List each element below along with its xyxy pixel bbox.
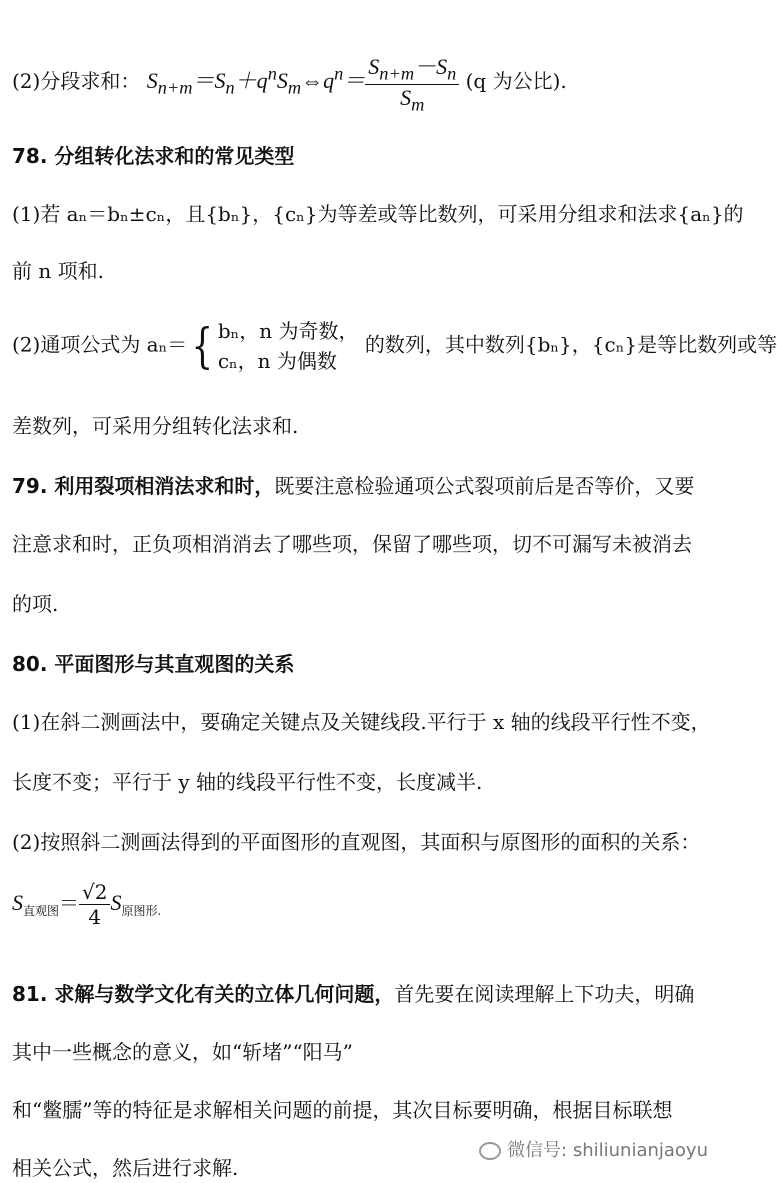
paragraph-81-1 bbox=[12, 978, 708, 1007]
case-even: cₙ，n 为偶数 bbox=[217, 349, 337, 373]
formula-area-relation: $S_{直观图}=$ $\frac{√2}{4}$ $S_{原图形.}$ bbox=[12, 880, 162, 929]
formula-sub1: 直观图 bbox=[23, 904, 60, 918]
fraction-sqrt2-over-4 bbox=[79, 880, 110, 929]
paragraph-81-2: 其中一些概念的意义，如“斩堵”“阳马” bbox=[12, 1040, 353, 1064]
formula-line-segment-sum bbox=[12, 50, 708, 116]
formula-s1: S bbox=[12, 890, 23, 915]
paragraph-79-2: 注意求和时，正负项相消消去了哪些项，保留了哪些项，切不可漏写未被消去 bbox=[12, 532, 692, 556]
fraction-denominator: 4 bbox=[88, 905, 102, 929]
fraction-numerator: √2 bbox=[79, 880, 110, 905]
cases-block bbox=[218, 316, 359, 376]
formula-s2: S bbox=[110, 890, 122, 915]
paragraph-78-4: 差数列，可采用分组转化法求和. bbox=[12, 414, 299, 438]
wechat-icon bbox=[479, 1142, 501, 1160]
paragraph-80-1: (1)在斜二测画法中，要确定关键点及关键线段.平行于 x 轴的线段平行性不变， bbox=[12, 710, 711, 734]
heading-80: 80. 平面图形与其直观图的关系 bbox=[12, 652, 295, 676]
line-prefix: (2)分段求和： bbox=[12, 68, 141, 93]
wechat-watermark bbox=[479, 1136, 708, 1162]
paragraph-81-4: 相关公式，然后进行求解. bbox=[12, 1156, 239, 1180]
watermark-text: 微信号: shiliunianjaoyu bbox=[507, 1140, 708, 1161]
heading-81: 81. 求解与数学文化有关的立体几何问题， bbox=[12, 982, 395, 1006]
line-suffix: (q 为公比). bbox=[465, 68, 567, 93]
paragraph-80-3: (2)按照斜二测画法得到的平面图形的直观图，其面积与原图形的面积的关系： bbox=[12, 830, 701, 854]
case-odd: bₙ，n 为奇数， bbox=[217, 319, 359, 343]
formula-sub2: 原图形. bbox=[121, 904, 162, 918]
heading-78: 78. 分组转化法求和的常见类型 bbox=[12, 144, 295, 168]
cases-prefix: (2)通项公式为 aₙ＝ bbox=[12, 332, 188, 357]
paragraph-79-3: 的项. bbox=[12, 592, 59, 616]
paragraph-80-2: 长度不变；平行于 y 轴的线段平行性不变，长度减半. bbox=[12, 770, 483, 794]
formula-segment-sum: $S_{n+m}=S_n+q^nS_m\Leftrightarrow q^n=$ $\frac{S_{n+m}-S_n}{S_m}$ bbox=[147, 68, 460, 93]
cases-suffix: 的数列，其中数列{bₙ}，{cₙ}是等比数列或等 bbox=[364, 332, 777, 357]
brace-symbol: { bbox=[191, 318, 214, 374]
paragraph-79-1 bbox=[12, 470, 708, 499]
paragraph-81-1-text: 首先要在阅读理解上下功夫，明确 bbox=[394, 982, 695, 1006]
paragraph-79-1-text: 既要注意检验通项公式裂项前后是否等价，又要 bbox=[274, 474, 695, 498]
paragraph-78-1: (1)若 aₙ＝bₙ±cₙ，且{bₙ}，{cₙ}为等差或等比数列，可采用分组求和法求{aₙ}的 bbox=[12, 202, 744, 226]
paragraph-81-3: 和“鳖臑”等的特征是求解相关问题的前提，其次目标要明确，根据目标联想 bbox=[12, 1098, 673, 1122]
paragraph-78-3 bbox=[12, 316, 777, 376]
paragraph-78-2: 前 n 项和. bbox=[12, 259, 104, 283]
heading-79: 79. 利用裂项相消法求和时， bbox=[12, 474, 275, 498]
